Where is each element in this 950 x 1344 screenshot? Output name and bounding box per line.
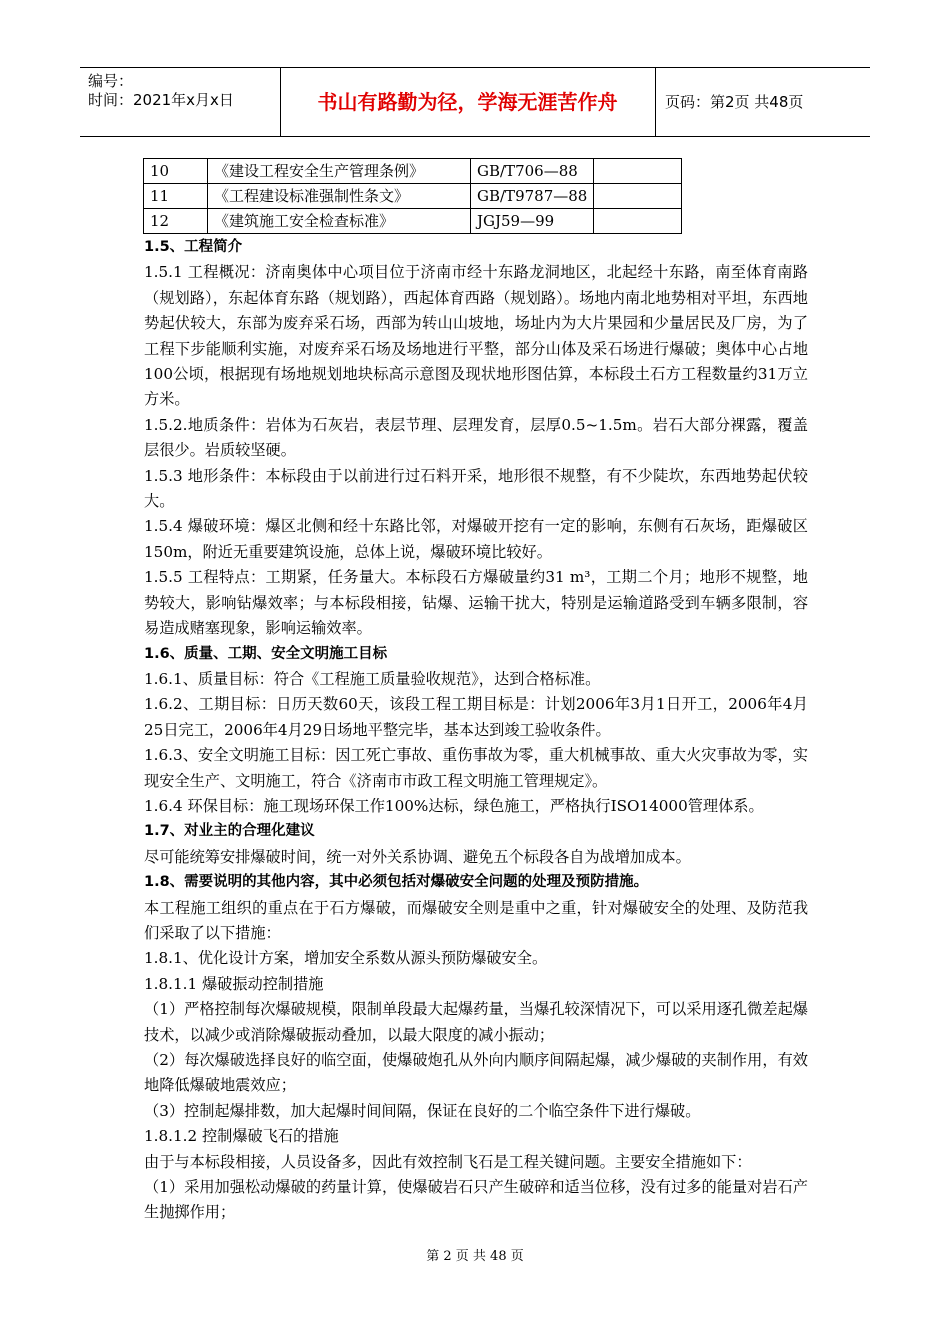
table-cell-note [594,159,682,184]
paragraph: 1.5.4 爆破环境：爆区北侧和经十东路比邻，对爆破开挖有一定的影响，东侧有石灰场，距爆破区150m，附近无重要建筑设施，总体上说，爆破环境比较好。 [144,517,808,561]
paragraph: 1.5.5 工程特点：工期紧，任务量大。本标段石方爆破量约31 m³，工期二个月；地形不规整，地势较大，影响钻爆效率；与本标段相接，钻爆、运输干扰大，特别是运输道路受到车辆多限制，容易造成赌塞现象，影响运输效率。 [144,568,808,638]
document-number-label: 编号： [88,72,134,90]
paragraph: 1.6.2、工期目标：日历天数60天，该段工程工期目标是：计划2006年3月1日开工，2006年4月25日完工，2006年4月29日场地平整完毕，基本达到竣工验收条件。 [144,695,808,739]
standards-table [143,158,682,234]
paragraph: 1.5.3 地形条件：本标段由于以前进行过石料开采，地形很不规整，有不少陡坎，东西地势起伏较大。 [144,466,808,511]
header-motto: 书山有路勤为径，学海无涯苦作舟 [280,68,656,136]
table-cell-name: 《建筑施工安全检查标准》 [208,209,471,234]
paragraph: 1.5.1 工程概况：济南奥体中心项目位于济南市经十东路龙洞地区，北起经十东路，南至体育南路（规划路），东起体育东路（规划路），西起体育西路（规划路）。场地内南北地势相对平坦，东西地势起伏较大，东部为废弃采石场，西部为转山山坡地，场址内为大片果园和少量居民及厂房，为了工程下步能顺利实施，对废弃采石场及场地进行平整，部分山体及采石场进行爆破；奥体中心占地100公顷，根据现有场地规划地块标高示意图及现状地形图估算，本标段土石方工程数量约31万立方米。 [144,263,808,409]
paragraph: （3）控制起爆排数，加大起爆时间间隔，保证在良好的二个临空条件下进行爆破。 [144,1101,701,1120]
table-row [144,184,682,209]
paragraph: （1）严格控制每次爆破规模，限制单段最大起爆药量，当爆孔较深情况下，可以采用逐孔微差起爆技术，以减少或消除爆破振动叠加，以最大限度的减小振动； [144,1000,808,1044]
table-row [144,159,682,184]
paragraph: 1.6.3、安全文明施工目标：因工死亡事故、重伤事故为零，重大机械事故、重大火灾事故为零，实现安全生产、文明施工，符合《济南市市政工程文明施工管理规定》。 [144,746,808,790]
paragraph: （1）采用加强松动爆破的药量计算，使爆破岩石只产生破碎和适当位移，没有过多的能量对岩石产生抛掷作用； [144,1178,808,1222]
paragraph: （2）每次爆破选择良好的临空面，使爆破炮孔从外向内顺序间隔起爆，减少爆破的夹制作用，有效地降低爆破地震效应； [144,1051,808,1095]
paragraph: 1.6.1、质量目标：符合《工程施工质量验收规范》，达到合格标准。 [144,669,601,688]
paragraph: 1.5.2.地质条件：岩体为石灰岩，表层节理、层理发育，层厚0.5~1.5m。岩石大部分裸露，覆盖层很少。岩质较坚硬。 [144,415,808,460]
table-cell-note [594,184,682,209]
section-heading: 1.5、工程简介 [144,239,243,255]
section-heading: 1.7、对业主的合理化建议 [144,823,315,840]
paragraph: 由于与本标段相接，人员设备多，因此有效控制飞石是工程关键问题。主要安全措施如下： [144,1152,752,1171]
table-cell-no: 11 [144,184,208,209]
header-page-info: 页码：第2页 共48页 [665,93,804,111]
table-cell-code: JGJ59—99 [471,209,594,234]
table-cell-note [594,209,682,234]
page-header [80,67,870,137]
document-date-label: 时间：2021年x月x日 [88,91,234,109]
page-footer: 第 2 页 共 48 页 [426,1249,524,1264]
paragraph: 本工程施工组织的重点在于石方爆破，而爆破安全则是重中之重，针对爆破安全的处理、及防范我们采取了以下措施： [144,898,808,942]
paragraph: 1.6.4 环保目标：施工现场环保工作100%达标，绿色施工，严格执行ISO14000管理体系。 [144,796,764,815]
paragraph: 尽可能统筹安排爆破时间，统一对外关系协调、避免五个标段各自为战增加成本。 [144,847,691,866]
table-cell-code: GB/T706—88 [471,159,594,184]
table-cell-code: GB/T9787—88 [471,184,594,209]
header-meta [80,68,281,136]
table-cell-no: 12 [144,209,208,234]
table-row [144,209,682,234]
table-cell-name: 《工程建设标准强制性条文》 [208,184,471,209]
paragraph: 1.8.1.1 爆破振动控制措施 [144,974,324,993]
section-heading: 1.8、需要说明的其他内容，其中必须包括对爆破安全问题的处理及预防措施。 [144,874,649,891]
table-cell-name: 《建设工程安全生产管理条例》 [208,159,471,184]
table-cell-no: 10 [144,159,208,184]
paragraph: 1.8.1.2 控制爆破飞石的措施 [144,1127,339,1146]
section-heading: 1.6、质量、工期、安全文明施工目标 [144,645,388,662]
document-body [144,235,808,1226]
paragraph: 1.8.1、优化设计方案，增加安全系数从源头预防爆破安全。 [144,949,548,968]
